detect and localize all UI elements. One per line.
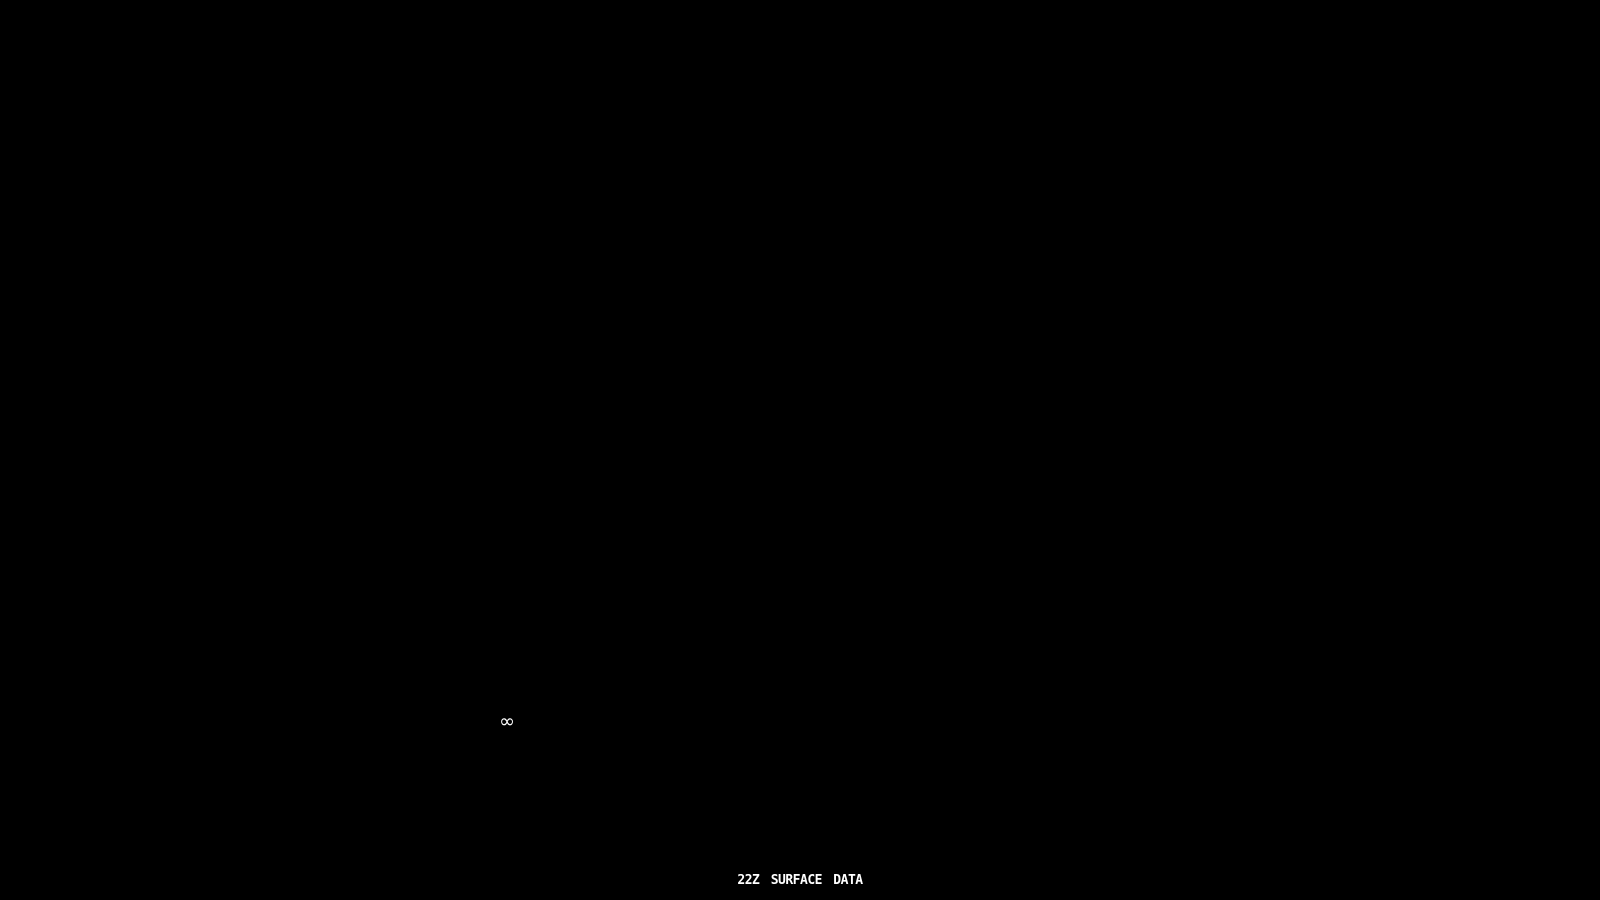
map-title: 22Z SURFACE DATA xyxy=(737,873,863,888)
infinity-haze-icon: ∞ xyxy=(499,710,515,733)
